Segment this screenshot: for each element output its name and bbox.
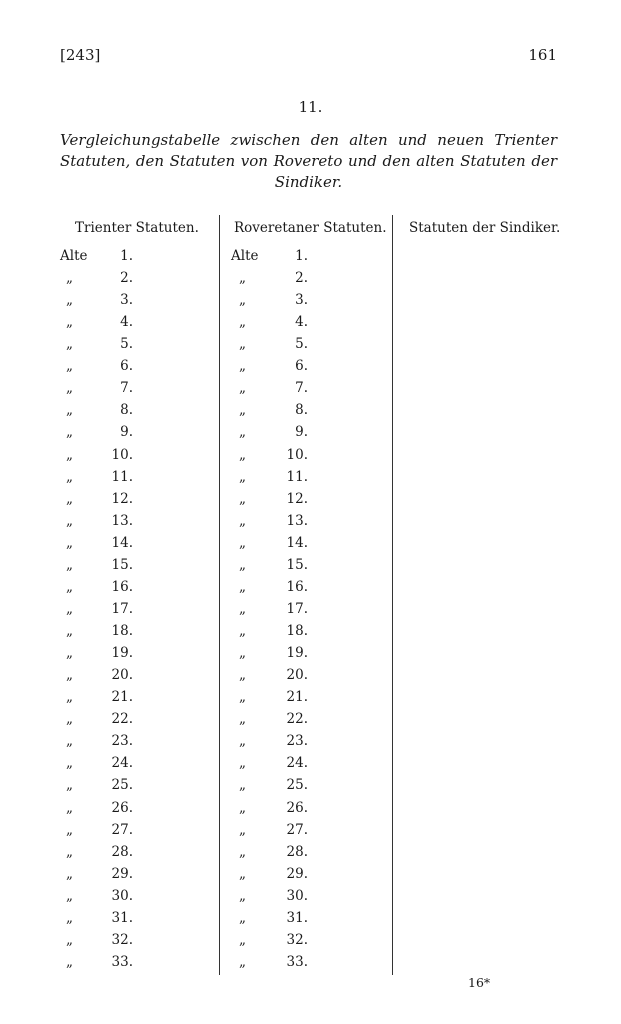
trienter-row-number: 10. xyxy=(111,447,133,463)
roveretaner-row-number: 26. xyxy=(286,800,308,816)
trienter-row-number: 16. xyxy=(111,579,133,595)
trienter-row-number: 33. xyxy=(111,954,133,970)
trienter-row-ditto: „ xyxy=(66,844,73,860)
roveretaner-row-number: 18. xyxy=(286,623,308,639)
roveretaner-row-number: 16. xyxy=(286,579,308,595)
column-divider-1 xyxy=(219,215,220,975)
roveretaner-row-label-alte: Alte xyxy=(231,248,259,264)
roveretaner-row-ditto: „ xyxy=(239,447,246,463)
roveretaner-row-number: 6. xyxy=(295,358,308,374)
roveretaner-row-ditto: „ xyxy=(239,513,246,529)
trienter-row-number: 7. xyxy=(120,380,133,396)
trienter-row-ditto: „ xyxy=(66,954,73,970)
trienter-row-number: 9. xyxy=(120,424,133,440)
trienter-row-number: 14. xyxy=(111,535,133,551)
trienter-row-number: 24. xyxy=(111,755,133,771)
roveretaner-row-number: 10. xyxy=(286,447,308,463)
roveretaner-row-ditto: „ xyxy=(239,535,246,551)
roveretaner-row-number: 12. xyxy=(286,491,308,507)
trienter-row-number: 15. xyxy=(111,557,133,573)
trienter-row-number: 13. xyxy=(111,513,133,529)
roveretaner-row-ditto: „ xyxy=(239,711,246,727)
roveretaner-row-number: 20. xyxy=(286,667,308,683)
roveretaner-row-number: 4. xyxy=(295,314,308,330)
roveretaner-row-ditto: „ xyxy=(239,314,246,330)
roveretaner-row-ditto: „ xyxy=(239,402,246,418)
roveretaner-row-ditto: „ xyxy=(239,557,246,573)
roveretaner-row-ditto: „ xyxy=(239,380,246,396)
roveretaner-row-ditto: „ xyxy=(239,270,246,286)
column-header-trienter: Trienter Statuten. xyxy=(75,220,199,236)
trienter-row-number: 5. xyxy=(120,336,133,352)
roveretaner-row-ditto: „ xyxy=(239,336,246,352)
roveretaner-row-ditto: „ xyxy=(239,469,246,485)
trienter-row-number: 8. xyxy=(120,402,133,418)
roveretaner-row-ditto: „ xyxy=(239,667,246,683)
roveretaner-row-number: 28. xyxy=(286,844,308,860)
roveretaner-row-number: 15. xyxy=(286,557,308,573)
roveretaner-row-number: 25. xyxy=(286,777,308,793)
roveretaner-row-number: 7. xyxy=(295,380,308,396)
trienter-row-number: 27. xyxy=(111,822,133,838)
roveretaner-row-ditto: „ xyxy=(239,358,246,374)
trienter-row-number: 6. xyxy=(120,358,133,374)
trienter-row-ditto: „ xyxy=(66,932,73,948)
trienter-row-number: 25. xyxy=(111,777,133,793)
trienter-row-ditto: „ xyxy=(66,469,73,485)
roveretaner-row-number: 8. xyxy=(295,402,308,418)
trienter-row-ditto: „ xyxy=(66,733,73,749)
roveretaner-row-ditto: „ xyxy=(239,623,246,639)
trienter-row-number: 2. xyxy=(120,270,133,286)
trienter-row-number: 32. xyxy=(111,932,133,948)
trienter-row-ditto: „ xyxy=(66,777,73,793)
roveretaner-row-number: 1. xyxy=(295,248,308,264)
roveretaner-row-number: 5. xyxy=(295,336,308,352)
trienter-row-ditto: „ xyxy=(66,424,73,440)
trienter-row-number: 18. xyxy=(111,623,133,639)
trienter-row-ditto: „ xyxy=(66,601,73,617)
trienter-row-ditto: „ xyxy=(66,667,73,683)
roveretaner-row-ditto: „ xyxy=(239,866,246,882)
roveretaner-row-number: 32. xyxy=(286,932,308,948)
roveretaner-row-number: 13. xyxy=(286,513,308,529)
trienter-row-number: 29. xyxy=(111,866,133,882)
table-title: Vergleichungstabelle zwischen den alten und neuen Trienter Statuten, den Statuten von Rovereto und den alten Statuten der Sindiker. xyxy=(60,131,557,191)
roveretaner-row-number: 11. xyxy=(286,469,308,485)
trienter-row-ditto: „ xyxy=(66,447,73,463)
trienter-row-number: 20. xyxy=(111,667,133,683)
roveretaner-row-ditto: „ xyxy=(239,800,246,816)
trienter-row-ditto: „ xyxy=(66,535,73,551)
roveretaner-row-ditto: „ xyxy=(239,733,246,749)
trienter-row-ditto: „ xyxy=(66,314,73,330)
trienter-row-number: 31. xyxy=(111,910,133,926)
trienter-row-ditto: „ xyxy=(66,336,73,352)
trienter-row-label-alte: Alte xyxy=(60,248,88,264)
trienter-row-ditto: „ xyxy=(66,513,73,529)
roveretaner-row-ditto: „ xyxy=(239,491,246,507)
trienter-row-number: 11. xyxy=(111,469,133,485)
section-number: 11. xyxy=(298,98,323,116)
roveretaner-row-ditto: „ xyxy=(239,645,246,661)
trienter-row-ditto: „ xyxy=(66,402,73,418)
roveretaner-row-number: 21. xyxy=(286,689,308,705)
trienter-row-number: 19. xyxy=(111,645,133,661)
roveretaner-row-ditto: „ xyxy=(239,910,246,926)
trienter-row-ditto: „ xyxy=(66,270,73,286)
trienter-row-number: 12. xyxy=(111,491,133,507)
page-bracket-number: [243] xyxy=(60,46,101,64)
roveretaner-row-ditto: „ xyxy=(239,292,246,308)
roveretaner-row-ditto: „ xyxy=(239,888,246,904)
roveretaner-row-number: 19. xyxy=(286,645,308,661)
roveretaner-row-number: 31. xyxy=(286,910,308,926)
roveretaner-row-number: 27. xyxy=(286,822,308,838)
column-header-sindiker: Statuten der Sindiker. xyxy=(409,220,561,236)
trienter-row-ditto: „ xyxy=(66,800,73,816)
trienter-row-ditto: „ xyxy=(66,623,73,639)
trienter-row-ditto: „ xyxy=(66,888,73,904)
roveretaner-row-number: 14. xyxy=(286,535,308,551)
roveretaner-row-ditto: „ xyxy=(239,844,246,860)
trienter-row-number: 4. xyxy=(120,314,133,330)
roveretaner-row-number: 2. xyxy=(295,270,308,286)
roveretaner-row-ditto: „ xyxy=(239,932,246,948)
roveretaner-row-ditto: „ xyxy=(239,954,246,970)
signature-mark: 16* xyxy=(468,975,491,990)
trienter-row-number: 3. xyxy=(120,292,133,308)
trienter-row-ditto: „ xyxy=(66,491,73,507)
roveretaner-row-ditto: „ xyxy=(239,601,246,617)
trienter-row-number: 26. xyxy=(111,800,133,816)
trienter-row-number: 22. xyxy=(111,711,133,727)
roveretaner-row-number: 9. xyxy=(295,424,308,440)
roveretaner-row-number: 29. xyxy=(286,866,308,882)
roveretaner-row-ditto: „ xyxy=(239,822,246,838)
trienter-row-ditto: „ xyxy=(66,557,73,573)
trienter-row-ditto: „ xyxy=(66,645,73,661)
trienter-row-ditto: „ xyxy=(66,292,73,308)
trienter-row-number: 17. xyxy=(111,601,133,617)
trienter-row-number: 28. xyxy=(111,844,133,860)
roveretaner-row-number: 30. xyxy=(286,888,308,904)
trienter-row-ditto: „ xyxy=(66,689,73,705)
roveretaner-row-ditto: „ xyxy=(239,579,246,595)
roveretaner-row-number: 17. xyxy=(286,601,308,617)
column-divider-2 xyxy=(392,215,393,975)
trienter-row-number: 30. xyxy=(111,888,133,904)
trienter-row-ditto: „ xyxy=(66,380,73,396)
page-number: 161 xyxy=(528,46,557,64)
trienter-row-ditto: „ xyxy=(66,579,73,595)
roveretaner-row-number: 3. xyxy=(295,292,308,308)
trienter-row-number: 23. xyxy=(111,733,133,749)
trienter-row-ditto: „ xyxy=(66,711,73,727)
trienter-row-ditto: „ xyxy=(66,755,73,771)
roveretaner-row-ditto: „ xyxy=(239,777,246,793)
trienter-row-ditto: „ xyxy=(66,822,73,838)
roveretaner-row-ditto: „ xyxy=(239,755,246,771)
column-header-roveretaner: Roveretaner Statuten. xyxy=(234,220,387,236)
trienter-row-ditto: „ xyxy=(66,358,73,374)
trienter-row-number: 21. xyxy=(111,689,133,705)
trienter-row-ditto: „ xyxy=(66,866,73,882)
roveretaner-row-number: 23. xyxy=(286,733,308,749)
roveretaner-row-ditto: „ xyxy=(239,689,246,705)
trienter-row-ditto: „ xyxy=(66,910,73,926)
trienter-row-number: 1. xyxy=(120,248,133,264)
roveretaner-row-number: 22. xyxy=(286,711,308,727)
roveretaner-row-number: 33. xyxy=(286,954,308,970)
roveretaner-row-ditto: „ xyxy=(239,424,246,440)
roveretaner-row-number: 24. xyxy=(286,755,308,771)
